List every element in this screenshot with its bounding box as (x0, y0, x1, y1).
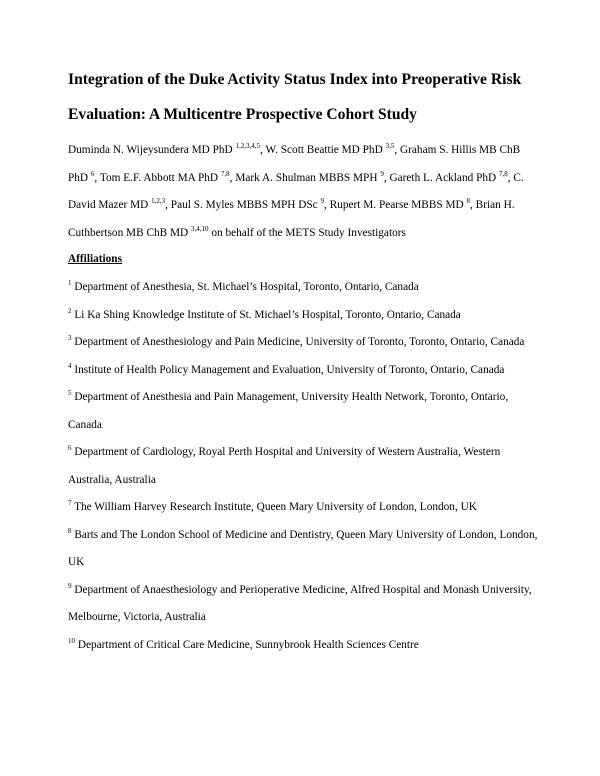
authors-suffix: on behalf of the METS Study Investigators (208, 226, 406, 239)
affiliation-number: 10 (68, 636, 75, 645)
author-affiliation-marker: 1,2,3 (151, 197, 166, 205)
affiliation-text: Institute of Health Policy Management and Evaluation, University of Toronto, Ontario, Canada (74, 363, 505, 376)
author-affiliation-marker: 1,2,3,4,5 (235, 142, 261, 150)
affiliation-text: Department of Anaesthesiology and Perioperative Medicine, Alfred Hospital and Monash University, Melbourne, Victoria, Australia (68, 583, 532, 623)
author-affiliation-marker: 7,8 (498, 169, 508, 178)
author-affiliation-marker: 7,8 (220, 169, 230, 178)
author-separator: , (394, 144, 400, 156)
affiliations-list (68, 274, 538, 659)
author-name: Graham S. Hillis MB ChB PhD (68, 144, 521, 184)
author-name: Tom E.F. Abbott MA PhD (99, 171, 219, 184)
author-separator: , (324, 199, 330, 211)
affiliation-text: Li Ka Shing Knowledge Institute of St. Michael’s Hospital, Toronto, Ontario, Canada (74, 308, 461, 321)
paper-title: Integration of the Duke Activity Status Index into Preoperative Risk Evaluation: A Multicentre Prospective Cohort Study (68, 71, 522, 123)
affiliation-text: Department of Anesthesiology and Pain Medicine, University of Toronto, Toronto, Ontario, Canada (74, 336, 525, 348)
affiliation-text: The William Harvey Research Institute, Queen Mary University of London, London, UK (74, 501, 477, 513)
author-name: Mark A. Shulman MBBS MPH (235, 171, 378, 184)
affiliation-number: 6 (68, 444, 72, 452)
author-name: Duminda N. Wijeysundera MD PhD (68, 144, 233, 156)
affiliation-number: 7 (68, 499, 72, 507)
affiliation-item (68, 577, 538, 632)
affiliation-item (68, 384, 538, 439)
author-name: Brian H. Cuthbertson MB ChB MD (68, 199, 515, 239)
author-separator: , (507, 171, 514, 184)
author-list (68, 137, 538, 247)
author-affiliation-marker: 8 (466, 197, 471, 205)
author-affiliation-marker: 9 (320, 197, 325, 205)
affiliation-item (68, 522, 538, 577)
affiliations-heading: Affiliations (68, 253, 122, 265)
author-separator: , (94, 171, 100, 184)
author-name: Rupert M. Pearse MBBS MD (329, 199, 464, 211)
author-name: C. David Mazer MD (68, 171, 524, 211)
affiliation-number: 8 (68, 526, 72, 535)
author-affiliation-marker: 9 (380, 169, 384, 178)
affiliation-text: Barts and The London School of Medicine and Dentistry, Queen Mary University of London, London, UK (68, 528, 538, 568)
author-affiliation-marker: 3,5 (385, 142, 395, 150)
author-separator: , (165, 199, 171, 211)
author-name: Gareth L. Ackland PhD (389, 171, 497, 184)
affiliation-item (68, 274, 538, 302)
affiliation-item (68, 632, 538, 660)
author-affiliation-marker: 3,4,10 (191, 224, 209, 233)
author-name: Paul S. Myles MBBS MPH DSc (170, 199, 318, 211)
author-separator: , (383, 171, 390, 184)
affiliation-item (68, 302, 538, 330)
author-items (68, 144, 524, 239)
affiliation-number: 9 (68, 581, 72, 590)
affiliation-number: 2 (68, 306, 72, 315)
affiliation-number: 1 (68, 279, 72, 287)
author-separator: , (260, 144, 266, 156)
affiliation-number: 3 (68, 334, 72, 342)
author-name: W. Scott Beattie MD PhD (265, 144, 383, 156)
affiliation-item (68, 357, 538, 385)
affiliation-text: Department of Anesthesia, St. Michael’s Hospital, Toronto, Ontario, Canada (74, 281, 419, 293)
affiliation-text: Department of Critical Care Medicine, Sunnybrook Health Sciences Centre (77, 638, 419, 651)
author-separator: , (470, 199, 476, 211)
affiliation-text: Department of Anesthesia and Pain Management, University Health Network, Toronto, Ontario, Canada (68, 391, 509, 431)
affiliation-item (68, 329, 538, 357)
author-separator: , (229, 171, 236, 184)
affiliation-number: 5 (68, 389, 72, 397)
affiliation-number: 4 (68, 361, 72, 370)
affiliation-item (68, 494, 538, 522)
affiliation-text: Department of Cardiology, Royal Perth Hospital and University of Western Australia, Western Australia, Australia (68, 446, 501, 486)
author-affiliation-marker: 6 (90, 169, 95, 178)
affiliation-item (68, 439, 538, 494)
